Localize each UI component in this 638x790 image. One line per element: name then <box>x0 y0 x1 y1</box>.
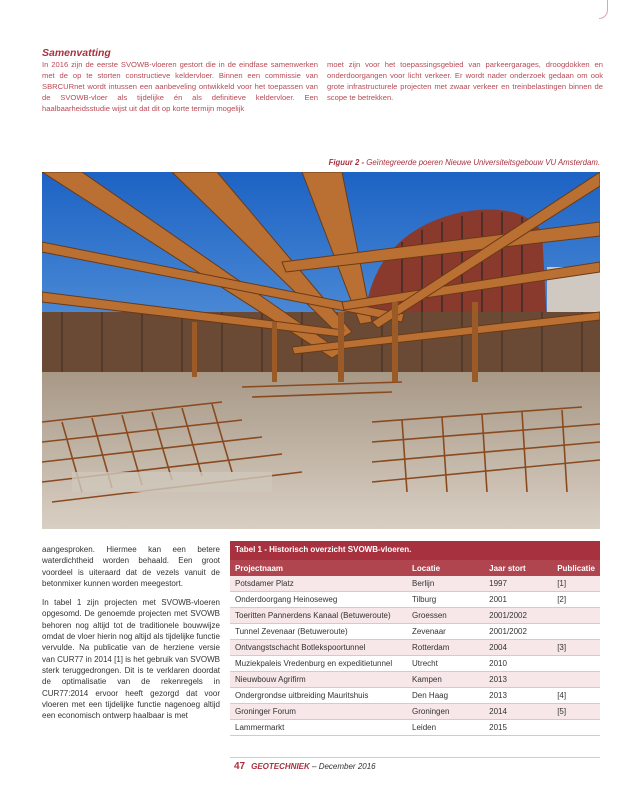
cell-publication <box>552 656 600 672</box>
table-row <box>230 704 600 720</box>
cell-publication <box>552 672 600 688</box>
cell-year: 2015 <box>484 720 552 736</box>
table-row <box>230 608 600 624</box>
summary-title: Samenvatting <box>42 47 111 59</box>
body-paragraph: aangesproken. Hiermee kan een betere waterdichtheid worden behaald. Een groot voordeel is uiteraard dat de vezels vanuit de betonmixer kunnen worden meegestort. <box>42 545 220 588</box>
construction-site-photo <box>42 172 600 529</box>
table <box>230 560 600 736</box>
page-footer <box>234 761 376 772</box>
cell-project: Ondergrondse uitbreiding Mauritshuis <box>230 688 407 704</box>
cell-location: Zevenaar <box>407 624 484 640</box>
table-row <box>230 592 600 608</box>
cell-publication <box>552 720 600 736</box>
body-paragraph: In tabel 1 zijn projecten met SVOWB-vloeren opgesomd. De genoemde projecten met SVOWB behoren nog altijd tot de traditionele bouwwijze omdat de vloer hierin nog altijd als tijdelijke functie vervulde. Na publicatie van de herziene versie van CUR77 in 2014 [1] is het gebruik van SVOWB sterk teruggedrongen. Dit is te verklaren doordat de optimalisatie van de rekenregels in CUR77:2014 ervoor heeft gezorgd dat voor vloeren met een tijdelijke functie nagenoeg altijd een economisch ontwerp haalbaar is met <box>42 598 220 721</box>
page-corner-decoration <box>599 0 608 19</box>
cell-publication: [2] <box>552 592 600 608</box>
body-text <box>42 544 220 729</box>
page-number: 47 <box>234 761 246 772</box>
cell-year: 1997 <box>484 576 552 592</box>
issue-date: – December 2016 <box>309 762 376 771</box>
cell-project: Onderdoorgang Heinoseweg <box>230 592 407 608</box>
table-row <box>230 576 600 592</box>
cell-year: 2001/2002 <box>484 608 552 624</box>
header-year: Jaar stort <box>484 560 552 576</box>
table-row <box>230 720 600 736</box>
cell-year: 2004 <box>484 640 552 656</box>
cell-project: Ontvangstschacht Botlekspoortunnel <box>230 640 407 656</box>
cell-year: 2001 <box>484 592 552 608</box>
table-row <box>230 656 600 672</box>
header-publication: Publicatie <box>552 560 600 576</box>
header-location: Locatie <box>407 560 484 576</box>
cell-location: Kampen <box>407 672 484 688</box>
cell-location: Den Haag <box>407 688 484 704</box>
cell-publication: [5] <box>552 704 600 720</box>
cell-location: Tilburg <box>407 592 484 608</box>
header-project: Projectnaam <box>230 560 407 576</box>
footer-divider <box>230 757 600 758</box>
cell-project: Tunnel Zevenaar (Betuweroute) <box>230 624 407 640</box>
cell-publication: [3] <box>552 640 600 656</box>
summary-text-right: moet zijn voor het toepassingsgebied van parkeergarages, droogdokken en onderdoorgangen voor licht verkeer. Er wordt nader onderzoek gedaan om ook grote infrastructurele projecten met zwaar verkeer en treinbelastingen binnen de scope te betrekken. <box>327 60 603 103</box>
cell-publication: [4] <box>552 688 600 704</box>
figure-label: Figuur 2 - <box>328 158 365 167</box>
summary-text-left: In 2016 zijn de eerste SVOWB-vloeren gestort die in de eindfase samenwerken met de op te storten constructieve keldervloer. Binnen een commissie van SBRCURnet wordt intussen een aanbeveling ontwikkeld voor het toepassen van de SVOWB-vloer als tijdelijke én als definitieve keldervloer. Een haalbaarheidsstudie wijst uit dat dit op korte termijn mogelijk <box>42 60 318 114</box>
figure-caption <box>329 158 600 167</box>
cell-year: 2014 <box>484 704 552 720</box>
table-row <box>230 688 600 704</box>
cell-location: Groessen <box>407 608 484 624</box>
table-row <box>230 672 600 688</box>
cell-location: Berlijn <box>407 576 484 592</box>
cell-publication <box>552 608 600 624</box>
cell-location: Leiden <box>407 720 484 736</box>
cell-year: 2010 <box>484 656 552 672</box>
cell-project: Muziekpaleis Vredenburg en expeditietunnel <box>230 656 407 672</box>
cell-project: Toeritten Pannerdens Kanaal (Betuweroute) <box>230 608 407 624</box>
table-header-row <box>230 560 600 576</box>
cell-publication: [1] <box>552 576 600 592</box>
cell-project: Groninger Forum <box>230 704 407 720</box>
cell-project: Potsdamer Platz <box>230 576 407 592</box>
table-row <box>230 624 600 640</box>
cell-project: Lammermarkt <box>230 720 407 736</box>
cell-year: 2001/2002 <box>484 624 552 640</box>
cell-publication <box>552 624 600 640</box>
cell-year: 2013 <box>484 672 552 688</box>
figure-caption-text: Geïntegreerde poeren Nieuwe Universiteitsgebouw VU Amsterdam. <box>364 158 600 167</box>
cell-project: Nieuwbouw Agrifirm <box>230 672 407 688</box>
cell-year: 2013 <box>484 688 552 704</box>
magazine-name: GEOTECHNIEK <box>251 762 310 771</box>
cell-location: Groningen <box>407 704 484 720</box>
table-row <box>230 640 600 656</box>
history-table <box>230 541 600 736</box>
cell-location: Rotterdam <box>407 640 484 656</box>
table-title: Tabel 1 - Historisch overzicht SVOWB-vloeren. <box>230 541 600 560</box>
cell-location: Utrecht <box>407 656 484 672</box>
